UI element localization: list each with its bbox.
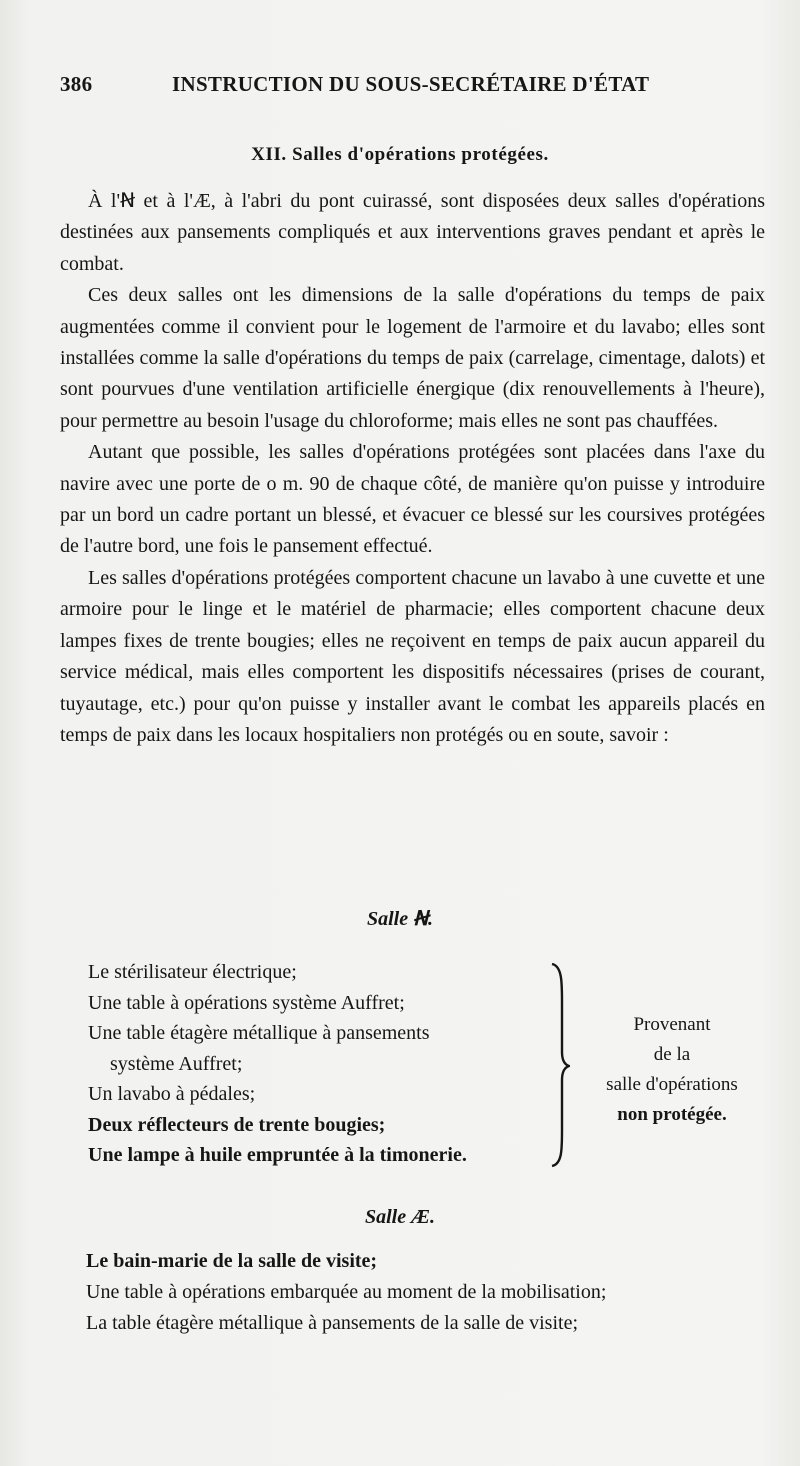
list-item: La table étagère métallique à pansements de la salle de visite; (86, 1312, 579, 1334)
list-item: Un lavabo à pédales; (88, 1083, 256, 1105)
list-item: Le stérilisateur électrique; (88, 961, 297, 983)
curly-bracket (548, 962, 570, 1168)
page-number: 386 (60, 72, 93, 96)
bracket-note-line: non protégée. (617, 1104, 727, 1125)
bracket-note-line: Provenant (633, 1014, 711, 1035)
section-title: XII. Salles d'opérations protégées. (251, 144, 549, 165)
list-item: Deux réflecteurs de trente bougies; (88, 1113, 386, 1136)
salle-ae-heading: Salle Æ. (365, 1206, 435, 1228)
list-item: Une table à opérations embarquée au moment de la mobilisation; (86, 1281, 607, 1303)
running-header (60, 70, 750, 104)
bracket-note (582, 1010, 762, 1130)
salle-n-heading: Salle Ꞥ. (366, 908, 434, 930)
running-title: INSTRUCTION DU SOUS-SECRÉTAIRE D'ÉTAT (172, 72, 650, 96)
paragraph-2: Ces deux salles ont les dimensions de la salle d'opérations du temps de paix augmentées comme il convient pour le logement de l'armoire et du lavabo; elles sont installées comme la salle d'opérations du temps de paix (carrelage, cimentage, dalots) et sont pourvues d'une ventilation artificielle énergique (dix renouvellements à l'heure), pour permettre au besoin l'usage du chloroforme; mais elles ne sont pas chauffées. (60, 284, 765, 432)
salle-n-list (88, 957, 467, 1171)
bracket-note-line: de la (653, 1044, 691, 1065)
body-text (60, 186, 765, 751)
paragraph-4: Les salles d'opérations protégées comportent chacune un lavabo à une cuvette et une armoire pour le linge et le matériel de pharmacie; elles comportent chacune deux lampes fixes de trente bougies; elles ne reçoivent en temps de paix aucun appareil du service médical, mais elles comportent les dispositifs nécessaires (prises de courant, tuyautage, etc.) pour qu'on puisse y installer avant le combat les appareils placés en temps de paix dans les locaux hospitaliers non protégés ou en soute, savoir : (60, 566, 765, 746)
paragraph-1: À l'Ꞥ et à l'Æ, à l'abri du pont cuirassé, sont disposées deux salles d'opérations destinées aux pansements compliqués et aux interventions graves pendant et après le combat. (60, 190, 765, 275)
list-item: Une table étagère métallique à pansements (88, 1022, 430, 1044)
list-item: Le bain-marie de la salle de visite; (86, 1250, 378, 1272)
list-item: Une table à opérations système Auffret; (88, 991, 405, 1014)
salle-ae-list (86, 1246, 766, 1339)
list-item: système Auffret; (110, 1052, 243, 1075)
list-item: Une lampe à huile empruntée à la timonerie. (88, 1144, 467, 1166)
paragraph-3: Autant que possible, les salles d'opérations protégées sont placées dans l'axe du navire avec une porte de o m. 90 de chaque côté, de manière qu'on puisse y introduire par un bord un cadre portant un blessé, et évacuer ce blessé sur les coursives protégées de l'autre bord, une fois le pansement effectué. (60, 441, 765, 558)
bracket-note-line: salle d'opérations (606, 1074, 738, 1095)
